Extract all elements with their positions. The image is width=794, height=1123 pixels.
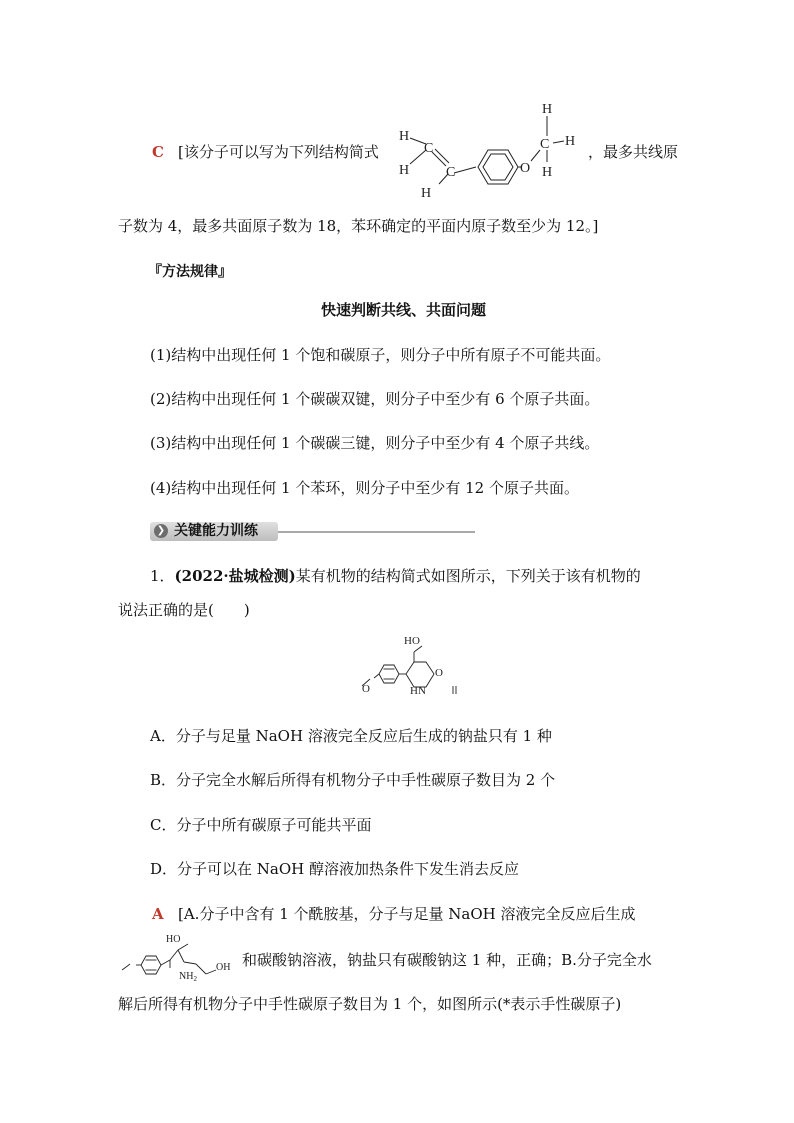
q-mol-ho: HO bbox=[404, 635, 420, 647]
mol-h6: H bbox=[542, 165, 553, 180]
a-mol-nh-text: NH bbox=[179, 971, 194, 982]
a-mol-nh bbox=[179, 971, 197, 982]
method-rule-2: (2)结构中出现任何 1 个碳碳双键，则分子中至少有 6 个原子共面。 bbox=[150, 390, 600, 408]
method-title: 快速判断共线、共面问题 bbox=[321, 301, 487, 319]
mol-h4: H bbox=[542, 102, 553, 117]
vinyl-anisole-structure bbox=[392, 98, 588, 202]
mol-c2: C bbox=[446, 165, 456, 180]
method-rule-4: (4)结构中出现任何 1 个苯环，则分子中至少有 12 个原子共面。 bbox=[150, 479, 579, 497]
q-mol-hn: HN bbox=[410, 685, 426, 697]
question-number: 1． bbox=[150, 567, 175, 585]
q-mol-o: O bbox=[362, 683, 370, 695]
question-stem: 某有机物的结构简式如图所示，下列关于该有机物的 bbox=[295, 567, 641, 585]
answer-letter: C bbox=[152, 143, 164, 161]
answer-structure bbox=[118, 930, 240, 982]
option-d: D．分子可以在 NaOH 醇溶液加热条件下发生消去反应 bbox=[150, 860, 520, 878]
question-source: (2022·盐城检测) bbox=[174, 567, 296, 585]
answer-line2: 和碳酸钠溶液，钠盐只有碳酸钠这 1 种，正确；B.分子完全水 bbox=[242, 951, 652, 969]
intro-text-after: ，最多共线原 bbox=[588, 143, 679, 161]
mol-h1: H bbox=[399, 129, 410, 144]
question-stem-line2: 说法正确的是( ) bbox=[118, 601, 250, 619]
a-mol-nh-sub: 2 bbox=[193, 975, 197, 982]
a-mol-oh: OH bbox=[216, 962, 231, 973]
mol-h3: H bbox=[421, 186, 432, 201]
intro-answer-letter bbox=[152, 142, 164, 162]
q-mol-o2: O bbox=[435, 667, 443, 679]
section-label: 关键能力训练 bbox=[174, 523, 258, 539]
mol-h2: H bbox=[399, 163, 410, 178]
mol-c1: C bbox=[424, 141, 434, 156]
question-structure bbox=[358, 632, 474, 698]
answer-line3: 解后所得有机物分子中手性碳原子数目为 1 个，如图所示(*表示手性碳原子) bbox=[118, 995, 622, 1013]
method-rule-1: (1)结构中出现任何 1 个饱和碳原子，则分子中所有原子不可能共面。 bbox=[150, 346, 611, 364]
mol-h5: H bbox=[565, 134, 576, 149]
method-rule-3: (3)结构中出现任何 1 个碳碳三键，则分子中至少有 4 个原子共线。 bbox=[150, 434, 600, 452]
option-a: A．分子与足量 NaOH 溶液完全反应后生成的钠盐只有 1 种 bbox=[150, 727, 552, 745]
banner-rule bbox=[270, 531, 475, 533]
a-mol-ho: HO bbox=[166, 934, 181, 945]
mol-o: O bbox=[520, 161, 531, 176]
answer-line1: [A.分子中含有 1 个酰胺基，分子与足量 NaOH 溶液完全反应后生成 bbox=[178, 905, 636, 923]
question-stem-line1 bbox=[150, 566, 641, 586]
method-tag: 『方法规律』 bbox=[148, 264, 232, 280]
chevron-right-icon: ❯ bbox=[154, 524, 168, 538]
answer-letter-line bbox=[152, 904, 164, 924]
option-c: C．分子中所有碳原子可能共平面 bbox=[150, 816, 372, 834]
answer-letter-a: A bbox=[152, 905, 164, 923]
intro-text-before: [该分子可以写为下列结构简式 bbox=[178, 143, 379, 161]
intro-line2: 子数为 4，最多共面原子数为 18，苯环确定的平面内原子数至少为 12。] bbox=[118, 217, 599, 235]
option-b: B．分子完全水解后所得有机物分子中手性碳原子数目为 2 个 bbox=[150, 771, 556, 789]
section-banner bbox=[150, 521, 475, 543]
mol-c3: C bbox=[540, 137, 550, 152]
